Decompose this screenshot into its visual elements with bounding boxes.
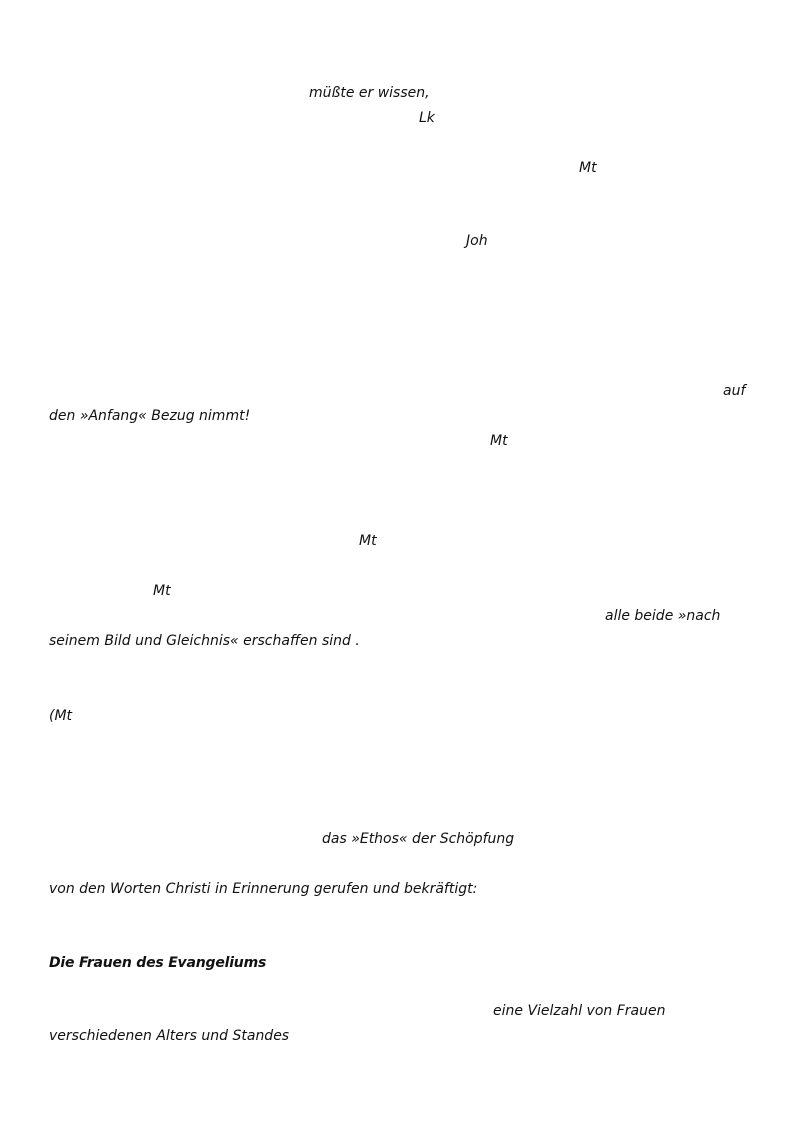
scripture-reference: Mt	[359, 533, 377, 549]
scripture-reference: (Mt	[49, 708, 73, 724]
text-fragment: verschiedenen Alters und Standes	[49, 1028, 290, 1044]
scripture-reference: Mt	[490, 433, 508, 449]
text-fragment: alle beide »nach	[605, 608, 721, 624]
text-fragment: eine Vielzahl von Frauen	[493, 1003, 666, 1019]
text-fragment: müßte er wissen,	[309, 85, 430, 101]
scripture-reference: Mt	[153, 583, 171, 599]
text-fragment: von den Worten Christi in Erinnerung gerufen und bekräftigt:	[49, 881, 478, 897]
text-fragment: seinem Bild und Gleichnis« erschaffen sind .	[49, 633, 360, 649]
text-fragment: den »Anfang« Bezug nimmt!	[49, 408, 251, 424]
text-fragment: das »Ethos« der Schöpfung	[322, 831, 515, 847]
scripture-reference: Joh	[466, 233, 488, 249]
scripture-reference: Mt	[579, 160, 597, 176]
text-fragment: auf	[723, 383, 746, 399]
scripture-reference: Lk	[419, 110, 435, 126]
section-heading: Die Frauen des Evangeliums	[49, 955, 267, 971]
